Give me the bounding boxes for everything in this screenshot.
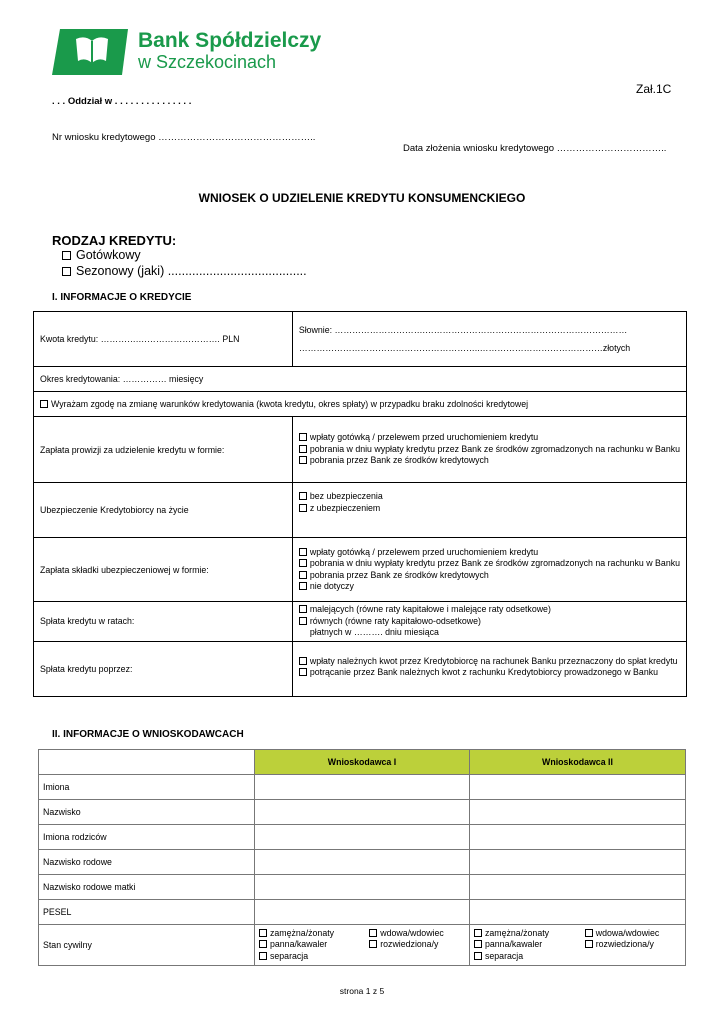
- checkbox-icon[interactable]: [299, 668, 307, 676]
- section-credit-info: I. INFORMACJE O KREDYCIE: [52, 292, 192, 303]
- row-label: Nazwisko rodowe matki: [39, 875, 255, 900]
- applicant-2-pesel[interactable]: [470, 900, 686, 925]
- checkbox-icon[interactable]: [474, 940, 482, 948]
- option-row[interactable]: pobrania przez Bank ze środków kredytowych: [299, 570, 680, 582]
- checkbox-icon[interactable]: [585, 929, 593, 937]
- applicant-1-first-names[interactable]: [255, 775, 470, 800]
- credit-amount-field[interactable]: Kwota kredytu: ………….………………………. PLN: [34, 312, 293, 367]
- amount-in-words-field[interactable]: Słownie: ………………………….…………………………………………………………… ……………………………………………………..……………………………………złotych: [292, 312, 686, 367]
- option-row[interactable]: separacja: [474, 951, 571, 963]
- premium-options: [292, 538, 686, 602]
- option-row[interactable]: pobrania przez Bank ze środków kredytowych: [299, 455, 680, 467]
- applicant-1-header: Wnioskodawca I: [255, 750, 470, 775]
- option-row[interactable]: wpłaty gotówką / przelewem przed uruchomieniem kredytu: [299, 547, 680, 559]
- option-row[interactable]: wdowa/wdowiec: [369, 928, 465, 940]
- checkbox-icon[interactable]: [299, 433, 307, 441]
- applicant-1-marital-status: [255, 925, 470, 966]
- option-row[interactable]: zamężna/żonaty: [259, 928, 355, 940]
- consent-row[interactable]: Wyrażam zgodę na zmianę warunków kredytowania (kwota kredytu, okres spłaty) w przypadku braku zdolności kredytowej: [34, 392, 687, 417]
- applicants-table: [38, 749, 686, 966]
- checkbox-icon[interactable]: [299, 559, 307, 567]
- page-title: WNIOSEK O UDZIELENIE KREDYTU KONSUMENCKIEGO: [198, 191, 526, 205]
- checkbox-icon[interactable]: [259, 952, 267, 960]
- applicant-1-parents-names[interactable]: [255, 825, 470, 850]
- commission-options: [292, 417, 686, 483]
- applicant-2-parents-names[interactable]: [470, 825, 686, 850]
- insurance-options: [292, 483, 686, 538]
- attachment-label: Zał.1C: [636, 82, 672, 96]
- insurance-label: Ubezpieczenie Kredytobiorcy na życie: [34, 483, 293, 538]
- premium-label: Zapłata składki ubezpieczeniowej w formie:: [34, 538, 293, 602]
- option-row[interactable]: z ubezpieczeniem: [299, 503, 680, 515]
- option-row[interactable]: rozwiedziona/y: [585, 939, 681, 951]
- page-number: strona 1 z 5: [339, 986, 385, 996]
- bank-logo: [52, 27, 322, 79]
- option-row[interactable]: malejących (równe raty kapitałowe i malejące raty odsetkowe): [299, 604, 680, 616]
- applicant-2-marital-status: [470, 925, 686, 966]
- checkbox-icon[interactable]: [299, 504, 307, 512]
- payment-day-field[interactable]: płatnych w ………. dniu miesiąca: [309, 627, 439, 637]
- credit-period-field[interactable]: Okres kredytowania: …………… miesięcy: [34, 367, 687, 392]
- row-label: Nazwisko: [39, 800, 255, 825]
- applicant-2-mother-maiden-name[interactable]: [470, 875, 686, 900]
- option-row[interactable]: bez ubezpieczenia: [299, 491, 680, 503]
- installments-options: [292, 602, 686, 642]
- application-number-field[interactable]: Nr wniosku kredytowego …………………………………………..: [52, 132, 316, 143]
- option-row[interactable]: potrącanie przez Bank należnych kwot z rachunku Kredytobiorcy prowadzonego w Banku: [299, 667, 680, 679]
- checkbox-icon[interactable]: [259, 929, 267, 937]
- checkbox-icon[interactable]: [299, 548, 307, 556]
- checkbox-icon[interactable]: [299, 617, 307, 625]
- repayment-method-label: Spłata kredytu poprzez:: [34, 641, 293, 696]
- row-label: Nazwisko rodowe: [39, 850, 255, 875]
- checkbox-icon[interactable]: [299, 492, 307, 500]
- checkbox-icon[interactable]: [369, 929, 377, 937]
- applicant-1-surname[interactable]: [255, 800, 470, 825]
- option-row[interactable]: panna/kawaler: [259, 939, 355, 951]
- option-row[interactable]: panna/kawaler: [474, 939, 571, 951]
- option-row[interactable]: zamężna/żonaty: [474, 928, 571, 940]
- applicant-2-header: Wnioskodawca II: [470, 750, 686, 775]
- checkbox-icon[interactable]: [62, 267, 71, 276]
- applicant-2-maiden-name[interactable]: [470, 850, 686, 875]
- checkbox-icon[interactable]: [585, 940, 593, 948]
- applicant-1-maiden-name[interactable]: [255, 850, 470, 875]
- checkbox-icon[interactable]: [474, 929, 482, 937]
- checkbox-icon[interactable]: [299, 582, 307, 590]
- option-row[interactable]: równych (równe raty kapitałowo-odsetkowe): [299, 616, 680, 628]
- checkbox-icon[interactable]: [62, 251, 71, 260]
- commission-label: Zapłata prowizji za udzielenie kredytu w formie:: [34, 417, 293, 483]
- row-label: Imiona rodziców: [39, 825, 255, 850]
- option-row[interactable]: pobrania w dniu wypłaty kredytu przez Bank ze środków zgromadzonych na rachunku w Banku: [299, 444, 680, 456]
- row-label: Imiona: [39, 775, 255, 800]
- applicant-2-first-names[interactable]: [470, 775, 686, 800]
- checkbox-icon[interactable]: [299, 605, 307, 613]
- credit-info-table: [33, 311, 687, 697]
- repayment-method-options: [292, 641, 686, 696]
- credit-type-option-cash[interactable]: Gotówkowy: [62, 248, 141, 262]
- checkbox-icon[interactable]: [299, 657, 307, 665]
- option-row[interactable]: wdowa/wdowiec: [585, 928, 681, 940]
- checkbox-icon[interactable]: [299, 445, 307, 453]
- checkbox-icon[interactable]: [259, 940, 267, 948]
- submission-date-field[interactable]: Data złożenia wniosku kredytowego ……………………………..: [403, 143, 667, 154]
- applicant-1-mother-maiden-name[interactable]: [255, 875, 470, 900]
- checkbox-icon[interactable]: [299, 571, 307, 579]
- option-row[interactable]: nie dotyczy: [299, 581, 680, 593]
- bank-logo-icon: [52, 27, 130, 77]
- credit-type-option-seasonal[interactable]: Sezonowy (jaki) ........................................: [62, 264, 307, 278]
- option-row[interactable]: separacja: [259, 951, 355, 963]
- applicant-2-surname[interactable]: [470, 800, 686, 825]
- header-empty-cell: [39, 750, 255, 775]
- checkbox-icon[interactable]: [369, 940, 377, 948]
- row-label: Stan cywilny: [39, 925, 255, 966]
- checkbox-icon[interactable]: [474, 952, 482, 960]
- checkbox-icon[interactable]: [40, 400, 48, 408]
- option-row[interactable]: wpłaty gotówką / przelewem przed uruchomieniem kredytu: [299, 432, 680, 444]
- option-row[interactable]: pobrania w dniu wypłaty kredytu przez Bank ze środków zgromadzonych na rachunku w Banku: [299, 558, 680, 570]
- installments-label: Spłata kredytu w ratach:: [34, 602, 293, 642]
- branch-field[interactable]: . . . Oddział w . . . . . . . . . . . . . . .: [52, 96, 192, 107]
- brand-name: Bank Spółdzielczy: [138, 29, 322, 52]
- credit-type-heading: RODZAJ KREDYTU:: [52, 233, 177, 248]
- option-row[interactable]: wpłaty należnych kwot przez Kredytobiorcę na rachunek Banku przeznaczony do spłat kredytu: [299, 656, 680, 668]
- applicant-1-pesel[interactable]: [255, 900, 470, 925]
- option-row[interactable]: rozwiedziona/y: [369, 939, 465, 951]
- section-applicants: II. INFORMACJE O WNIOSKODAWCACH: [52, 729, 244, 740]
- checkbox-icon[interactable]: [299, 456, 307, 464]
- brand-location: w Szczekocinach: [138, 52, 277, 72]
- row-label: PESEL: [39, 900, 255, 925]
